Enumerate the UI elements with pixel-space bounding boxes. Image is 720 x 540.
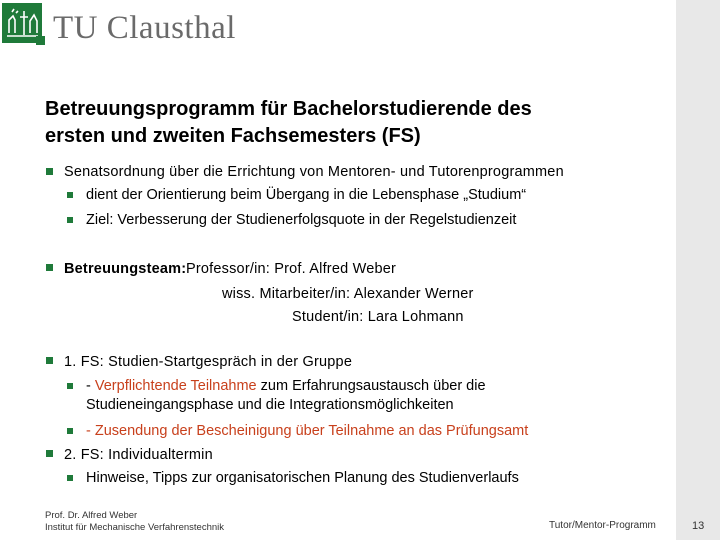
slide-title [45, 96, 645, 150]
betreuungsteam-label: Betreuungsteam: [64, 261, 187, 277]
bullet-marker [46, 264, 53, 271]
bullet-first-semester: 1. FS: Studien-Startgespräch in der Gruppe [64, 354, 353, 370]
slide-title-line2: ersten und zweiten Fachsemesters (FS) [45, 125, 421, 147]
footer-program: Tutor/Mentor-Programm [549, 520, 656, 531]
bullet-second-semester: 2. FS: Individualtermin [64, 447, 213, 463]
bullet-marker [67, 428, 73, 434]
bullet-marker [67, 217, 73, 223]
bullet-verpflichtende-teilnahme-line2: Studieneingangsphase und die Integrationsmöglichkeiten [86, 397, 454, 413]
bullet-marker [67, 192, 73, 198]
side-band [676, 0, 720, 540]
dash-prefix: - [86, 378, 95, 394]
page-number: 13 [692, 520, 705, 532]
bullet-marker [46, 168, 53, 175]
footer-institute: Institut für Mechanische Verfahrenstechnik [45, 522, 225, 533]
bullet-bescheinigung: - Zusendung der Bescheinigung über Teilnahme an das Prüfungsamt [86, 423, 529, 439]
logo-square [36, 36, 45, 45]
bullet-senatsordnung: Senatsordnung über die Errichtung von Mentoren- und Tutorenprogrammen [64, 164, 564, 180]
bullet-hinweise: Hinweise, Tipps zur organisatorischen Planung des Studienverlaufs [86, 470, 519, 486]
team-professor: Professor/in: Prof. Alfred Weber [186, 261, 397, 277]
highlight-verpflichtende-teilnahme: Verpflichtende Teilnahme [94, 378, 257, 394]
brand-name: TU Clausthal [53, 10, 236, 46]
bullet-orientierung: dient der Orientierung beim Übergang in die Lebensphase „Studium“ [86, 187, 527, 203]
footer-author: Prof. Dr. Alfred Weber [45, 510, 138, 521]
slide-title-line1: Betreuungsprogramm für Bachelorstudierende des [45, 98, 532, 120]
bullet-marker [67, 383, 73, 389]
bullet-ziel: Ziel: Verbesserung der Studienerfolgsquote in der Regelstudienzeit [86, 212, 517, 228]
bullet-marker [67, 475, 73, 481]
team-mitarbeiter: wiss. Mitarbeiter/in: Alexander Werner [222, 286, 474, 302]
text-erfahrungsaustausch: zum Erfahrungsaustausch über die [256, 378, 486, 394]
bullet-verpflichtende-teilnahme [86, 377, 486, 396]
bullet-marker [46, 450, 53, 457]
bullet-marker [46, 357, 53, 364]
team-student: Student/in: Lara Lohmann [292, 309, 464, 325]
